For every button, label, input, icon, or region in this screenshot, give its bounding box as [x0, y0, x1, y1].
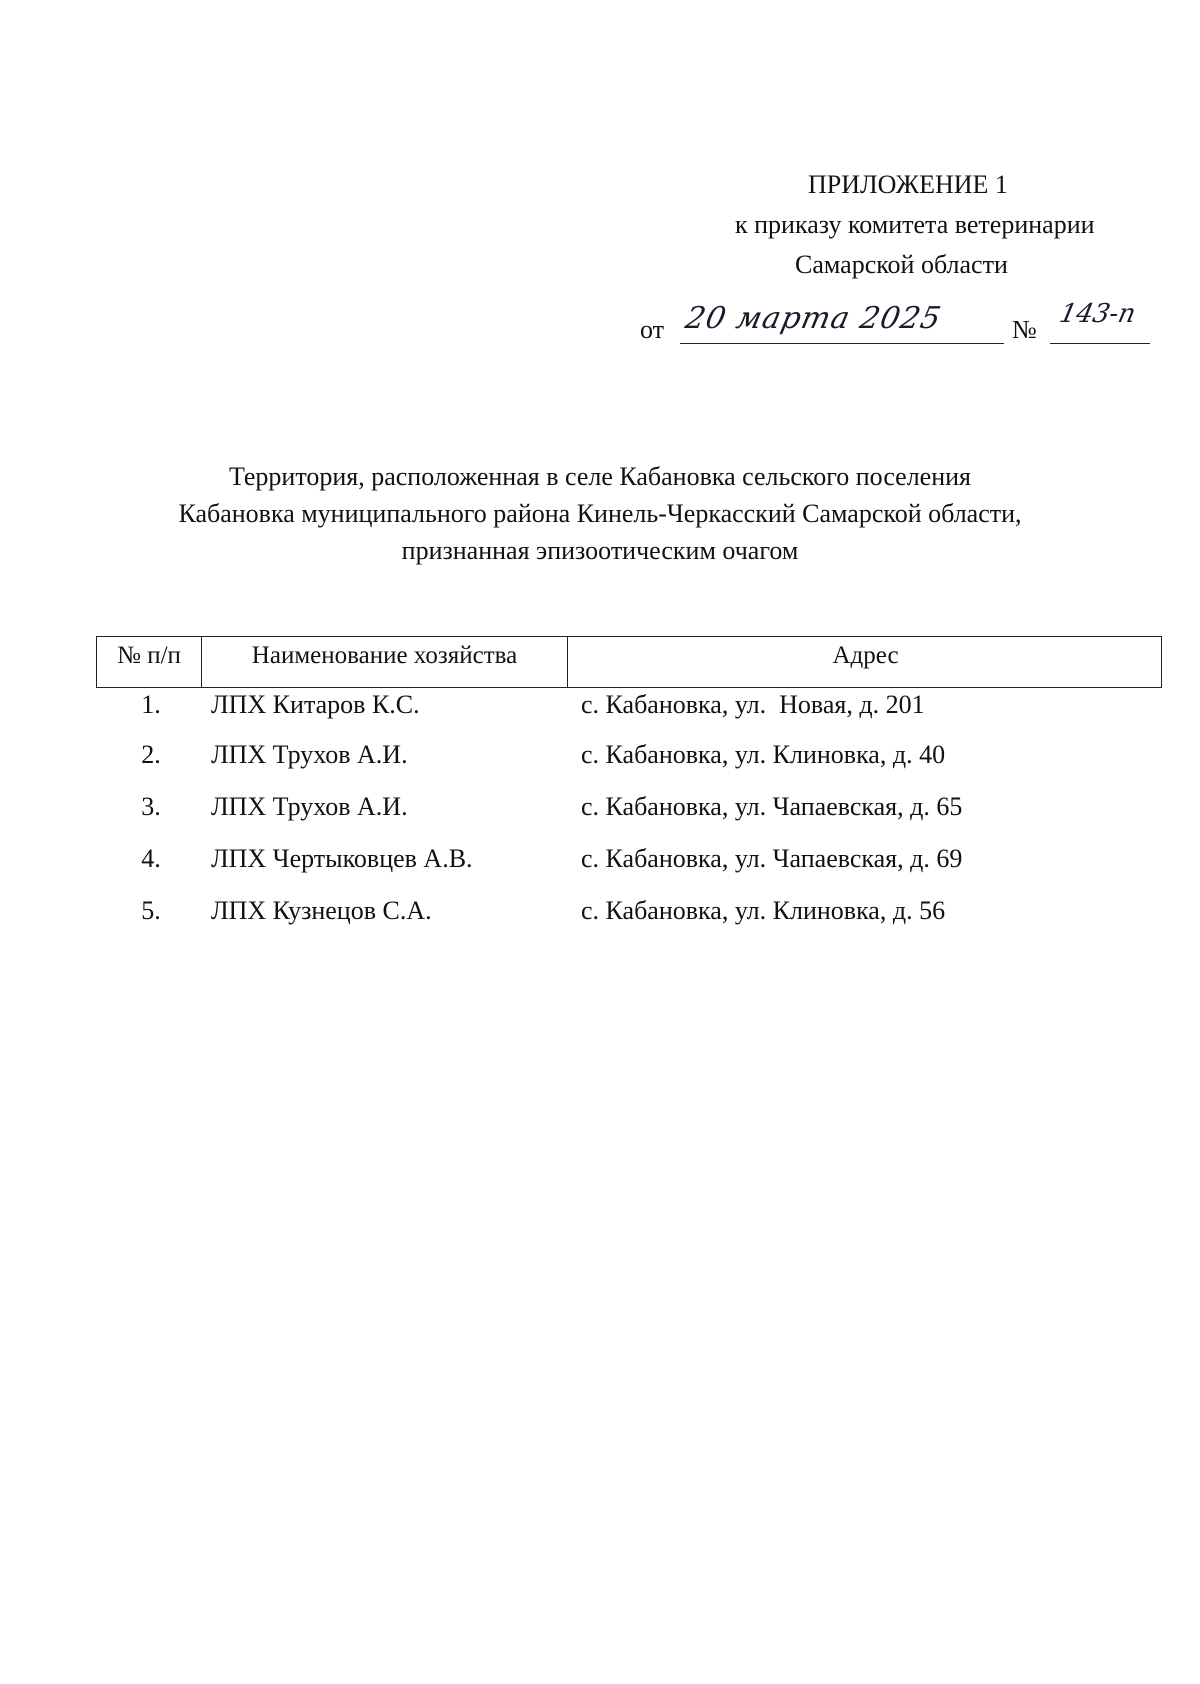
row-farm-name: ЛПХ Трухов А.И. — [211, 792, 408, 821]
row-farm-name: ЛПХ Чертыковцев А.В. — [211, 844, 473, 873]
order-number-handwritten: 143-п — [1056, 299, 1139, 329]
header-address: Адрес — [832, 642, 899, 669]
row-address: с. Кабановка, ул. Клиновка, д. 56 — [581, 896, 946, 925]
row-farm-name: ЛПХ Трухов А.И. — [211, 740, 408, 769]
appendix-title: ПРИЛОЖЕНИЕ 1 — [808, 170, 1008, 199]
row-farm-name: ЛПХ Кузнецов С.А. — [211, 896, 432, 925]
row-number: 5. — [141, 896, 161, 925]
row-address: с. Кабановка, ул. Чапаевская, д. 69 — [581, 844, 963, 873]
order-date-field — [680, 301, 1004, 344]
table-row — [96, 844, 1162, 884]
order-date-handwritten: 20 марта 2025 — [682, 301, 945, 336]
row-number: 1. — [141, 690, 161, 719]
appendix-subtitle: к приказу комитета ветеринарии — [735, 210, 1095, 239]
heading-line-2: Кабановка муниципального района Кинель-Черкасский Самарской области, — [178, 499, 1022, 528]
row-farm-name: ЛПХ Китаров К.С. — [211, 690, 420, 719]
row-address: с. Кабановка, ул. Чапаевская, д. 65 — [581, 792, 963, 821]
table-row — [96, 792, 1162, 832]
order-from-label: от — [640, 315, 665, 344]
heading-line-3: признанная эпизоотическим очагом — [401, 536, 799, 565]
header-number: № п/п — [97, 637, 202, 687]
appendix-region: Самарской области — [795, 250, 1008, 279]
table-header — [96, 636, 1162, 688]
heading-line-1: Территория, расположенная в селе Кабановка сельского поселения — [228, 462, 972, 491]
row-number: 3. — [141, 792, 161, 821]
row-number: 4. — [141, 844, 161, 873]
row-address: с. Кабановка, ул. Новая, д. 201 — [581, 690, 925, 719]
row-number: 2. — [141, 740, 161, 769]
order-number-label: № — [1012, 315, 1037, 344]
order-reference — [640, 299, 1160, 355]
row-address: с. Кабановка, ул. Клиновка, д. 40 — [581, 740, 946, 769]
territory-heading — [120, 458, 1080, 569]
header-farm-name: Наименование хозяйства — [202, 637, 568, 687]
table-row — [96, 896, 1162, 936]
order-number-field — [1050, 299, 1150, 344]
table-row — [96, 740, 1162, 780]
table-row — [96, 690, 1162, 730]
